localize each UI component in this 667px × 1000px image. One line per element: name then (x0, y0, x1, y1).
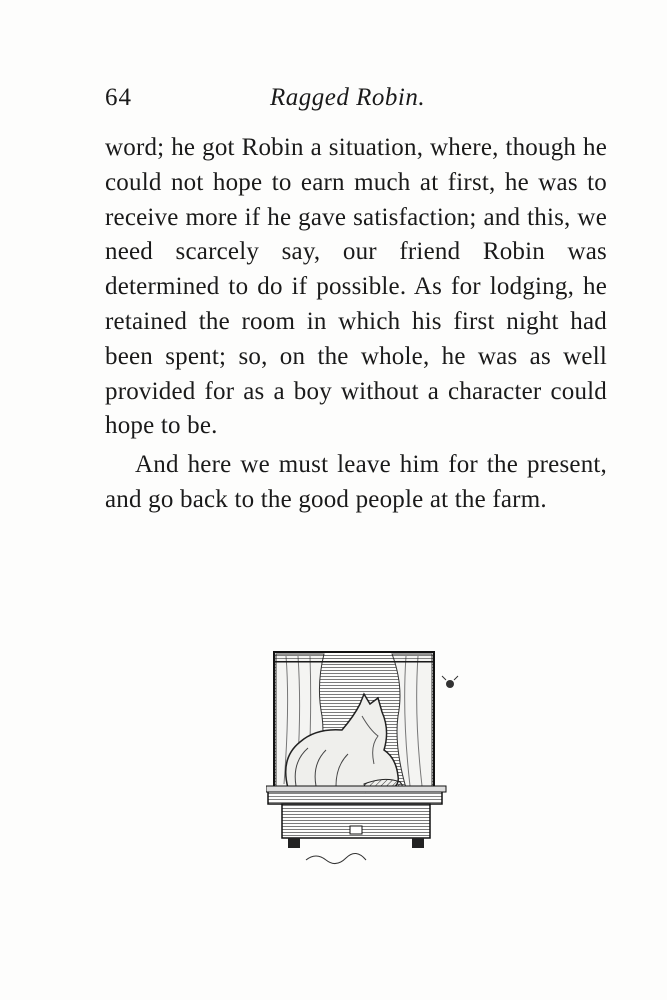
running-head (105, 84, 605, 120)
running-title: Ragged Robin. (270, 84, 426, 111)
paragraph-2: And here we must leave him for the present, and go back to the good people at the farm. (105, 451, 607, 513)
page-number: 64 (105, 84, 132, 111)
cat-illustration (266, 646, 462, 878)
body-text (105, 131, 607, 518)
paragraph-1: word; he got Robin a situation, where, though he could not hope to earn much at first, he was to receive more if he gave satisfaction; and this, we need scarcely say, our friend Robin was determined to do if possible. As for lodging, he retained the room in which his first night had been spent; so, on the whole, he was as well provided for as a boy without a character could hope to be. (105, 134, 607, 440)
cat-engraving-image (266, 646, 462, 878)
